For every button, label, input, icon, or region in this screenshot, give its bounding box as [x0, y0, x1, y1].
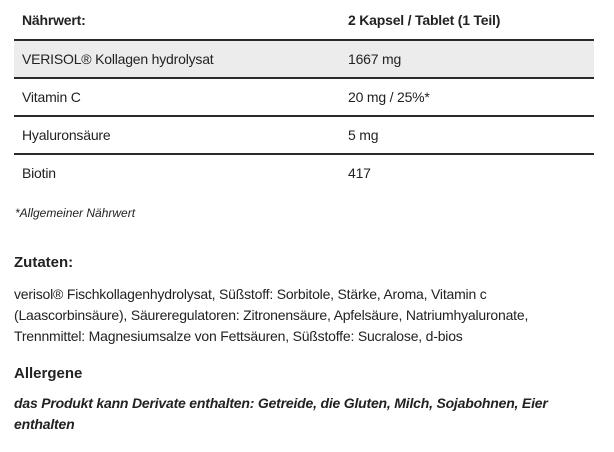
- footnote: *Allgemeiner Nährwert: [15, 206, 136, 220]
- nutrition-table: [14, 0, 594, 191]
- allergens-title: Allergene: [14, 365, 83, 382]
- table-row: [14, 116, 594, 154]
- ingredients-text: verisol® Fischkollagenhydrolysat, Süßstoff: Sorbitole, Stärke, Aroma, Vitamin c (Laascorbinsäure), Säureregulatoren: Zitronensäure, Apfelsäure, Natriumhyaluronate, Trennmittel: Magnesiumsalze von Fettsäuren, Süßstoffe: Sucralose, d-bios: [14, 286, 529, 344]
- table-row: [14, 40, 594, 78]
- table-row: [14, 154, 594, 191]
- nutrient-value: 417: [348, 165, 371, 181]
- nutrient-name: Vitamin C: [14, 78, 340, 116]
- ingredients-title: Zutaten:: [14, 254, 74, 271]
- header-serving: 2 Kapsel / Tablet (1 Teil): [340, 0, 594, 40]
- nutrient-name: VERISOL® Kollagen hydrolysat: [14, 40, 340, 78]
- nutrient-value: 5 mg: [340, 116, 594, 154]
- table-header-row: [14, 0, 594, 40]
- nutrient-name: Hyaluronsäure: [14, 116, 340, 154]
- nutrient-name: Biotin: [22, 165, 56, 181]
- allergens-text: das Produkt kann Derivate enthalten: Getreide, die Gluten, Milch, Sojabohnen, Eier enthalten: [14, 395, 548, 432]
- header-nutrient: Nährwert:: [14, 0, 340, 40]
- table-row: [14, 78, 594, 116]
- nutrient-value: 20 mg / 25%*: [340, 78, 594, 116]
- nutrient-value: 1667 mg: [340, 40, 594, 78]
